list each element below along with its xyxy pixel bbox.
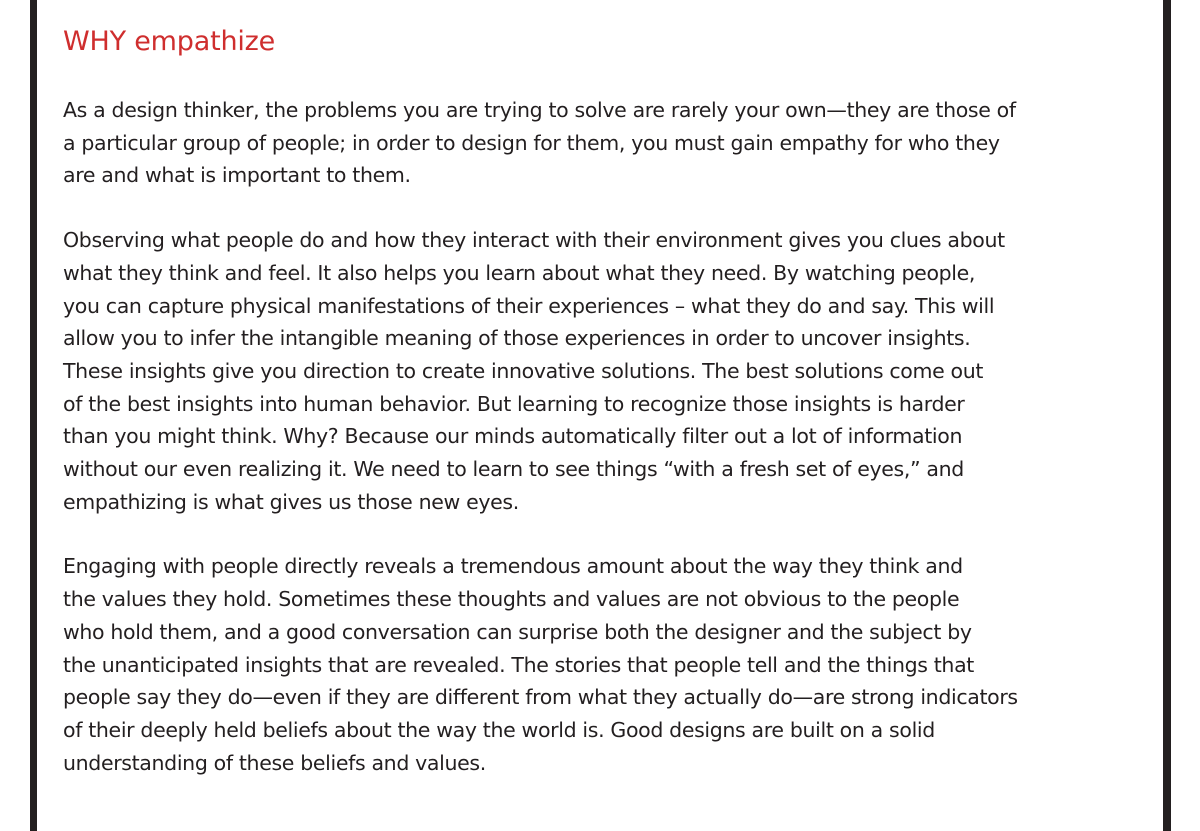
paragraph-1 bbox=[63, 94, 1143, 192]
paragraph-line: you can capture physical manifestations of their experiences – what they do and say. This will bbox=[63, 293, 995, 318]
paragraph-line: the unanticipated insights that are revealed. The stories that people tell and the things that bbox=[63, 652, 974, 677]
paragraph-line: allow you to infer the intangible meaning of those experiences in order to uncover insights. bbox=[63, 326, 971, 351]
paragraph-line: who hold them, and a good conversation can surprise both the designer and the subject by bbox=[63, 619, 972, 644]
paragraph-3 bbox=[63, 550, 1143, 779]
paragraph-2 bbox=[63, 224, 1143, 518]
paragraph-line: a particular group of people; in order to design for them, you must gain empathy for who they bbox=[63, 130, 1000, 155]
left-border-rule bbox=[30, 0, 37, 831]
paragraph-line: without our even realizing it. We need to learn to see things “with a fresh set of eyes,” and bbox=[63, 457, 964, 482]
paragraph-line: than you might think. Why? Because our minds automatically filter out a lot of information bbox=[63, 424, 963, 449]
paragraph-line: are and what is important to them. bbox=[63, 163, 411, 188]
paragraph-line: the values they hold. Sometimes these thoughts and values are not obvious to the people bbox=[63, 587, 960, 612]
section-title: WHY empathize bbox=[63, 26, 276, 57]
paragraph-line: of their deeply held beliefs about the way the world is. Good designs are built on a solid bbox=[63, 717, 935, 742]
paragraph-line: Engaging with people directly reveals a tremendous amount about the way they think and bbox=[63, 554, 963, 579]
paragraph-line: what they think and feel. It also helps you learn about what they need. By watching people, bbox=[63, 260, 976, 285]
document-content bbox=[63, 22, 1143, 779]
paragraph-line: These insights give you direction to create innovative solutions. The best solutions come out bbox=[63, 358, 984, 383]
paragraph-line: of the best insights into human behavior. But learning to recognize those insights is harder bbox=[63, 391, 965, 416]
paragraph-line: Observing what people do and how they interact with their environment gives you clues about bbox=[63, 228, 1005, 253]
paragraph-line: people say they do—even if they are different from what they actually do—are strong indicators bbox=[63, 685, 1018, 710]
paragraph-line: empathizing is what gives us those new eyes. bbox=[63, 489, 519, 514]
right-border-rule bbox=[1163, 0, 1171, 831]
paragraph-line: understanding of these beliefs and values. bbox=[63, 750, 486, 775]
paragraph-line: As a design thinker, the problems you are trying to solve are rarely your own—they are those of bbox=[63, 98, 1016, 122]
